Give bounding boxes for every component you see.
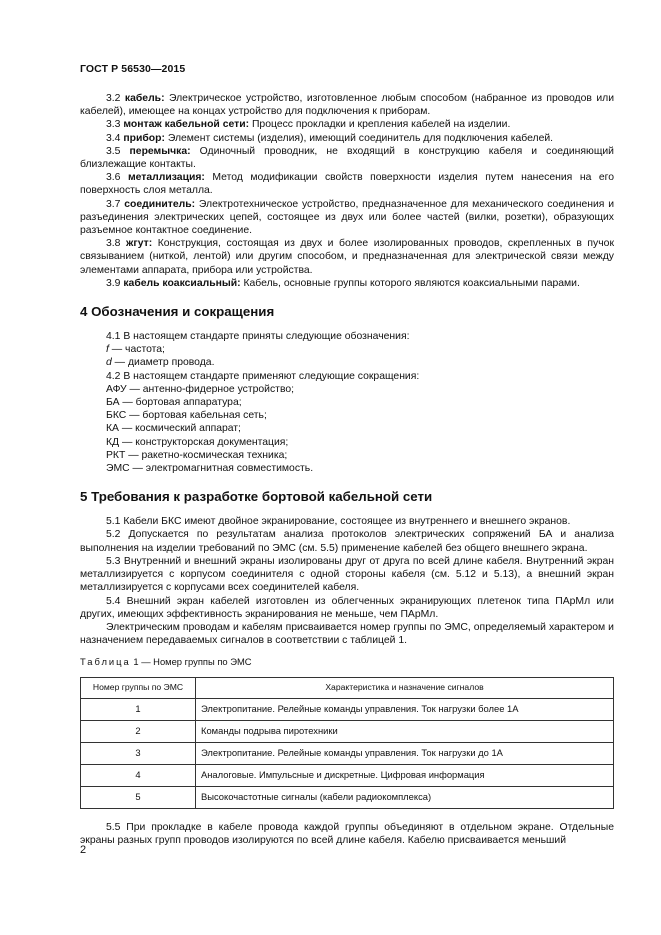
symbols-intro: 4.1 В настоящем стандарте приняты следующие обозначения: [106,331,410,343]
table-header-row [81,677,614,698]
paragraph-5-2: 5.2 Допускается по результатам анализа протоколов электрических сопряжений БА и анализа выполнения на изделии требований по ЭМС (см. 5.5) применение кабелей без общего внешнего экрана. [80,529,614,554]
definition-term: жгут: [126,238,153,250]
definition-text: Одиночный проводник, не входящий в конструкцию кабеля и соединяющий близлежащие контакты. [80,145,614,171]
definition-term: прибор: [123,132,165,144]
definition-text: Электрическое устройство, изготовленное любым способом (набранное из проводов или кабелей), имеющее на концах устройство для подключения к приборам. [80,93,615,118]
abbreviation-item: КА — космический аппарат; [106,423,241,435]
symbol-item [80,356,614,369]
table-header-cell: Номер группы по ЭМС [81,677,196,698]
definition-number: 3.2 [106,93,121,104]
table-row [81,764,614,786]
table-cell-group: 4 [81,764,196,786]
paragraph-5-1: 5.1 Кабели БКС имеют двойное экранирование, состоящее из внутреннего и внешнего экранов. [106,516,571,528]
definition-text: Конструкция, состоящая из двух и более изолированных проводов, скрепленных в пучок связыванием (ниткой, лентой) или другим способом, и предназначенная для электрической связи между элементами аппарата, прибора или устройства. [80,238,614,276]
emc-group-table [80,677,614,809]
table-caption-text: 1 — Номер группы по ЭМС [130,656,252,668]
table-cell-group: 1 [81,698,196,720]
paragraph-groups: Электрическим проводам и кабелям присваивается номер группы по ЭМС, определяемый характером и назначением передаваемых сигналов в соответствии с таблицей 1. [80,621,614,647]
definition-3-9 [80,277,614,290]
definition-number: 3.6 [106,172,121,184]
abbreviation-item: ЭМС — электромагнитная совместимость. [106,463,314,475]
definition-number: 3.4 [106,132,121,144]
definition-term: монтаж кабельной сети: [123,119,250,131]
table-cell-description: Электропитание. Релейные команды управления. Ток нагрузки до 1А [196,742,614,764]
abbreviations-intro: 4.2 В настоящем стандарте применяют следующие сокращения: [106,370,420,382]
paragraph-5-4: 5.4 Внешний экран кабелей изготовлен из облегченных экранирующих плетенок типа ПАрМл или других, имеющих эффективность экранирования не меньше, чем ПАрМл. [80,595,614,620]
table-cell-description: Электропитание. Релейные команды управления. Ток нагрузки более 1А [196,698,614,720]
table-cell-group: 5 [81,786,196,808]
definition-number: 3.9 [106,277,121,289]
table-cell-description: Команды подрыва пиротехники [196,720,614,742]
paragraph-5-3: 5.3 Внутренний и внешний экраны изолированы друг от друга по всей длине кабеля. Внутренний экран металлизируется с корпусом соединителя с одной стороны кабеля (см. 5.12 и 5.13), а внешний экран металлизируется с корпусами всех соединителей кабеля. [80,555,614,594]
paragraph-5-5: 5.5 При прокладке в кабеле провода каждой группы объединяют в отдельном экране. Отдельные экраны разных групп проводов изолируются по всей длине кабеля. Кабелю присваивается меньший [80,821,614,846]
abbreviation-item: БКС — бортовая кабельная сеть; [106,410,267,422]
definition-text: Электротехническое устройство, предназначенное для механического соединения и разъединения электрических цепей, состоящее из двух или более частей (вилки, розетки), образующих разъемное контактное соединение. [80,198,615,237]
definition-term: кабель: [124,93,165,104]
symbol: f [106,344,109,356]
table-cell-group: 3 [81,742,196,764]
definition-3-4 [80,132,614,145]
table-cell-description: Высокочастотные сигналы (кабели радиокомплекса) [196,786,614,808]
definition-term: перемычка: [129,145,191,157]
definition-3-6 [80,171,614,197]
table-row [81,698,614,720]
definition-term: кабель коаксиальный: [123,277,241,289]
symbol: d [106,357,112,369]
symbol-text: — частота; [108,344,165,356]
table-row [81,786,614,808]
definition-3-8 [80,237,614,277]
definition-3-3 [80,118,614,131]
definition-number: 3.5 [106,145,121,157]
abbreviation-item: АФУ — антенно-фидерное устройство; [106,383,295,395]
definition-term: металлизация: [127,172,205,184]
definition-number: 3.3 [106,119,121,131]
definition-text: Кабель, основные группы которого являются коаксиальными парами. [243,277,580,289]
page-number: 2 [80,844,87,856]
table-cell-group: 2 [81,720,196,742]
definition-3-2 [80,92,614,118]
definition-text: Элемент системы (изделия), имеющий соединитель для подключения кабелей. [167,132,554,144]
definition-number: 3.8 [106,238,121,250]
table-row [81,742,614,764]
section-4-title: 4 Обозначения и сокращения [80,304,275,320]
table-header-cell: Характеристика и назначение сигналов [196,677,614,698]
symbol-text: — диаметр провода. [111,357,215,369]
definition-3-5 [80,145,614,171]
definition-text: Процесс прокладки и крепления кабелей на изделии. [251,119,511,131]
section-5-title: 5 Требования к разработке бортовой кабельной сети [80,489,433,505]
table-row [81,720,614,742]
abbreviation-item: КД — конструкторская документация; [106,436,289,448]
table-caption [80,655,614,668]
definition-3-7 [80,198,614,238]
document-code-header: ГОСТ Р 56530—2015 [80,63,186,75]
abbreviation-item: БА — бортовая аппаратура; [106,397,242,409]
definition-text: Метод модификации свойств поверхности изделия путем нанесения на его поверхность слоя металла. [80,172,614,197]
definition-number: 3.7 [106,198,121,210]
symbol-item [80,343,614,356]
definition-term: соединитель: [124,198,196,210]
abbreviation-item: РКТ — ракетно-космическая техника; [106,449,288,461]
table-caption-prefix: Таблица [80,656,131,668]
table-cell-description: Аналоговые. Импульсные и дискретные. Цифровая информация [196,764,614,786]
document-body [80,92,614,847]
